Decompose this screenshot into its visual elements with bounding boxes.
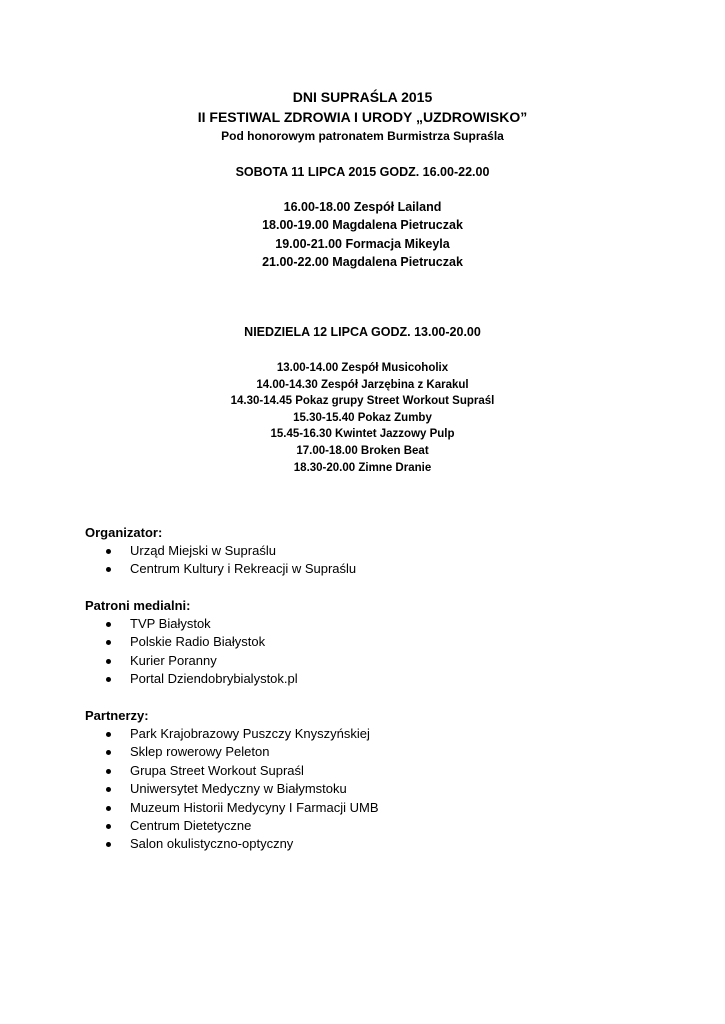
partners-section [85,707,379,854]
schedule-item: 18.00-19.00 Magdalena Pietruczak [262,218,463,233]
organizer-section [85,524,356,579]
list-item: Muzeum Historii Medycyny I Farmacji UMB [85,799,379,817]
patronage-line: Pod honorowym patronatem Burmistrza Supraśla [221,129,504,143]
saturday-heading: SOBOTA 11 LIPCA 2015 GODZ. 16.00-22.00 [235,165,490,179]
schedule-item: 17.00-18.00 Broken Beat [296,444,429,457]
partners-heading: Partnerzy: [85,708,149,723]
partners-list [85,725,379,854]
schedule-item: 15.30-15.40 Pokaz Zumby [293,411,432,424]
festival-subtitle: II FESTIWAL ZDROWIA I URODY „UZDROWISKO” [197,109,528,125]
sunday-schedule [0,360,725,476]
media-patrons-section [85,597,298,689]
list-item: Centrum Dietetyczne [85,817,379,835]
list-item: Portal Dziendobrybialystok.pl [85,670,298,688]
list-item: TVP Białystok [85,615,298,633]
schedule-item: 16.00-18.00 Zespół Lailand [283,200,442,214]
list-item: Salon okulistyczno-optyczny [85,835,379,853]
organizer-heading: Organizator: [85,525,163,540]
list-item: Centrum Kultury i Rekreacji w Supraślu [85,560,356,578]
schedule-item: 21.00-22.00 Magdalena Pietruczak [262,254,463,269]
schedule-item: 14.00-14.30 Zespół Jarzębina z Karakul [256,378,469,391]
list-item: Uniwersytet Medyczny w Białymstoku [85,780,379,798]
organizer-list [85,542,356,579]
list-item: Polskie Radio Białystok [85,633,298,651]
media-patrons-list [85,615,298,689]
list-item: Kurier Poranny [85,652,298,670]
schedule-item: 14.30-14.45 Pokaz grupy Street Workout Supraśl [230,395,495,408]
list-item: Urząd Miejski w Supraślu [85,542,356,560]
media-patrons-heading: Patroni medialni: [85,598,191,613]
document-title: DNI SUPRAŚLA 2015 [292,89,433,105]
list-item: Grupa Street Workout Supraśl [85,762,379,780]
schedule-item: 13.00-14.00 Zespół Musicoholix [276,362,449,374]
list-item: Park Krajobrazowy Puszczy Knyszyńskiej [85,725,379,743]
schedule-item: 18.30-20.00 Zimne Dranie [293,461,432,474]
saturday-schedule [0,198,725,271]
sunday-heading: NIEDZIELA 12 LIPCA GODZ. 13.00-20.00 [244,325,481,339]
schedule-item: 15.45-16.30 Kwintet Jazzowy Pulp [270,428,455,441]
list-item: Sklep rowerowy Peleton [85,743,379,761]
schedule-item: 19.00-21.00 Formacja Mikeyla [275,236,450,251]
